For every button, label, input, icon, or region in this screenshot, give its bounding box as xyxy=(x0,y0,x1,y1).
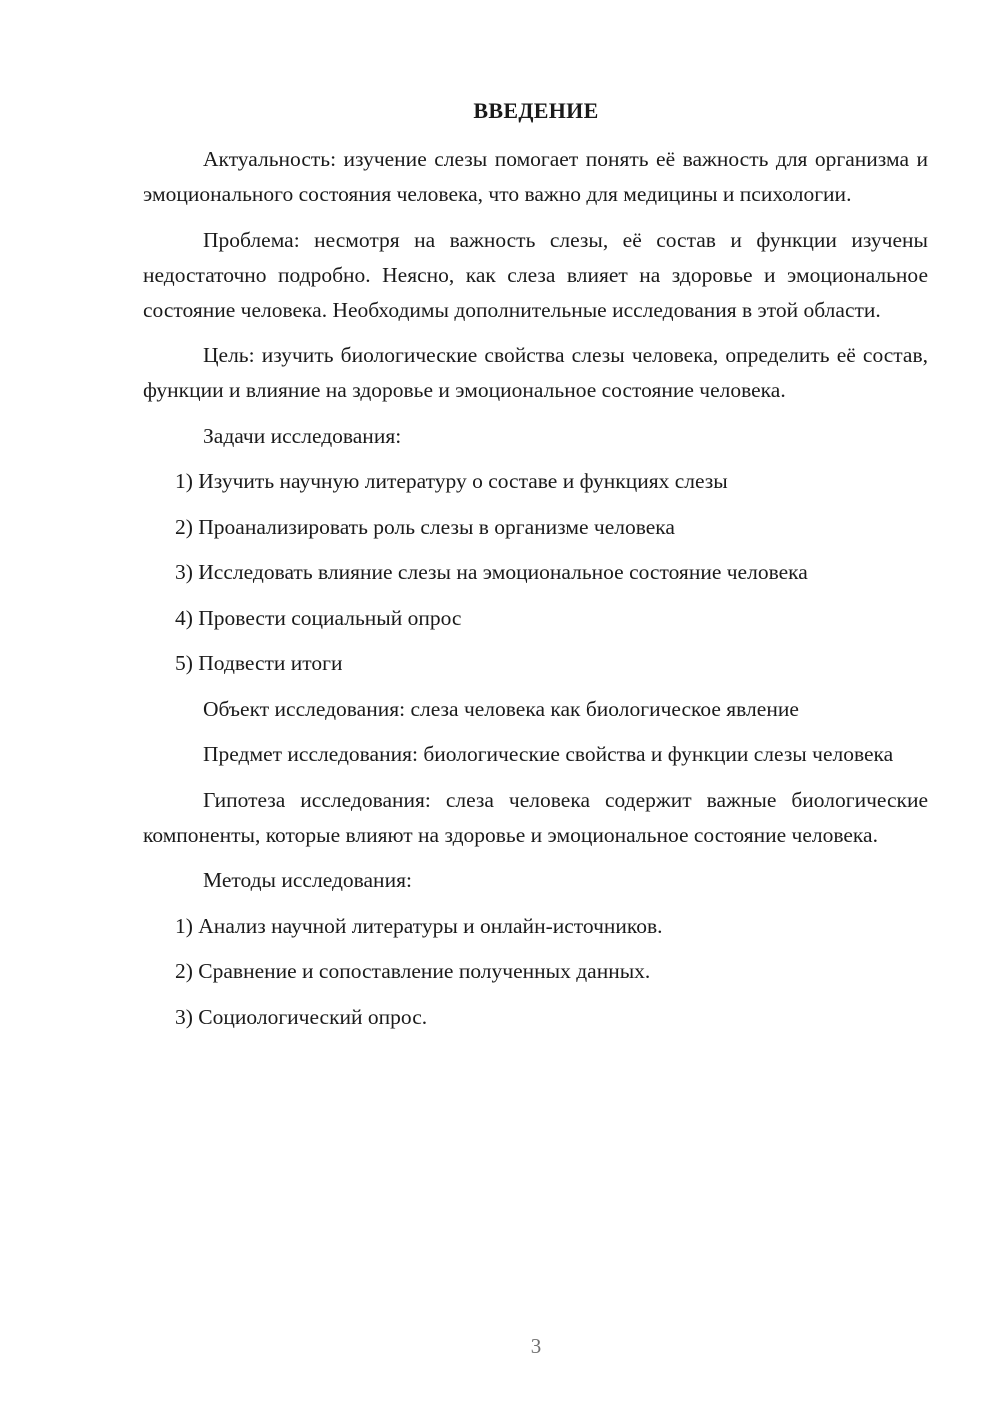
goal-paragraph: Цель: изучить биологические свойства слезы человека, определить её состав, функции и влияние на здоровье и эмоциональное состояние человека. xyxy=(143,343,928,402)
list-item: 2) Проанализировать роль слезы в организме человека xyxy=(175,514,675,539)
subject-paragraph: Предмет исследования: биологические свойства и функции слезы человека xyxy=(203,742,894,766)
methods-list xyxy=(143,909,928,1035)
relevance-paragraph: Актуальность: изучение слезы помогает понять её важность для организма и эмоционального состояния человека, что важно для медицины и психологии. xyxy=(143,147,928,206)
problem-paragraph: Проблема: несмотря на важность слезы, её состав и функции изучены недостаточно подробно. Неясно, как слеза влияет на здоровье и эмоциональное состояние человека. Необходимы дополнительные исследования в этой области. xyxy=(143,227,928,322)
list-item: 2) Сравнение и сопоставление полученных данных. xyxy=(175,959,651,983)
page-number: 3 xyxy=(530,1334,542,1358)
methods-title: Методы исследования: xyxy=(203,868,412,892)
section-heading: ВВЕДЕНИЕ xyxy=(473,98,599,123)
document-body xyxy=(143,142,928,1045)
list-item: 4) Провести социальный опрос xyxy=(175,605,462,630)
tasks-list xyxy=(143,464,928,681)
list-item: 5) Подвести итоги xyxy=(175,651,343,675)
hypothesis-paragraph: Гипотеза исследования: слеза человека содержит важные биологические компоненты, которые влияют на здоровье и эмоциональное состояние человека. xyxy=(143,787,928,847)
list-item: 1) Изучить научную литературу о составе и функциях слезы xyxy=(175,469,728,493)
tasks-title: Задачи исследования: xyxy=(203,423,402,448)
object-paragraph: Объект исследования: слеза человека как биологическое явление xyxy=(203,696,799,721)
list-item: 3) Социологический опрос. xyxy=(175,1004,428,1029)
list-item: 1) Анализ научной литературы и онлайн-источников. xyxy=(175,913,663,938)
list-item: 3) Исследовать влияние слезы на эмоциональное состояние человека xyxy=(175,560,808,584)
